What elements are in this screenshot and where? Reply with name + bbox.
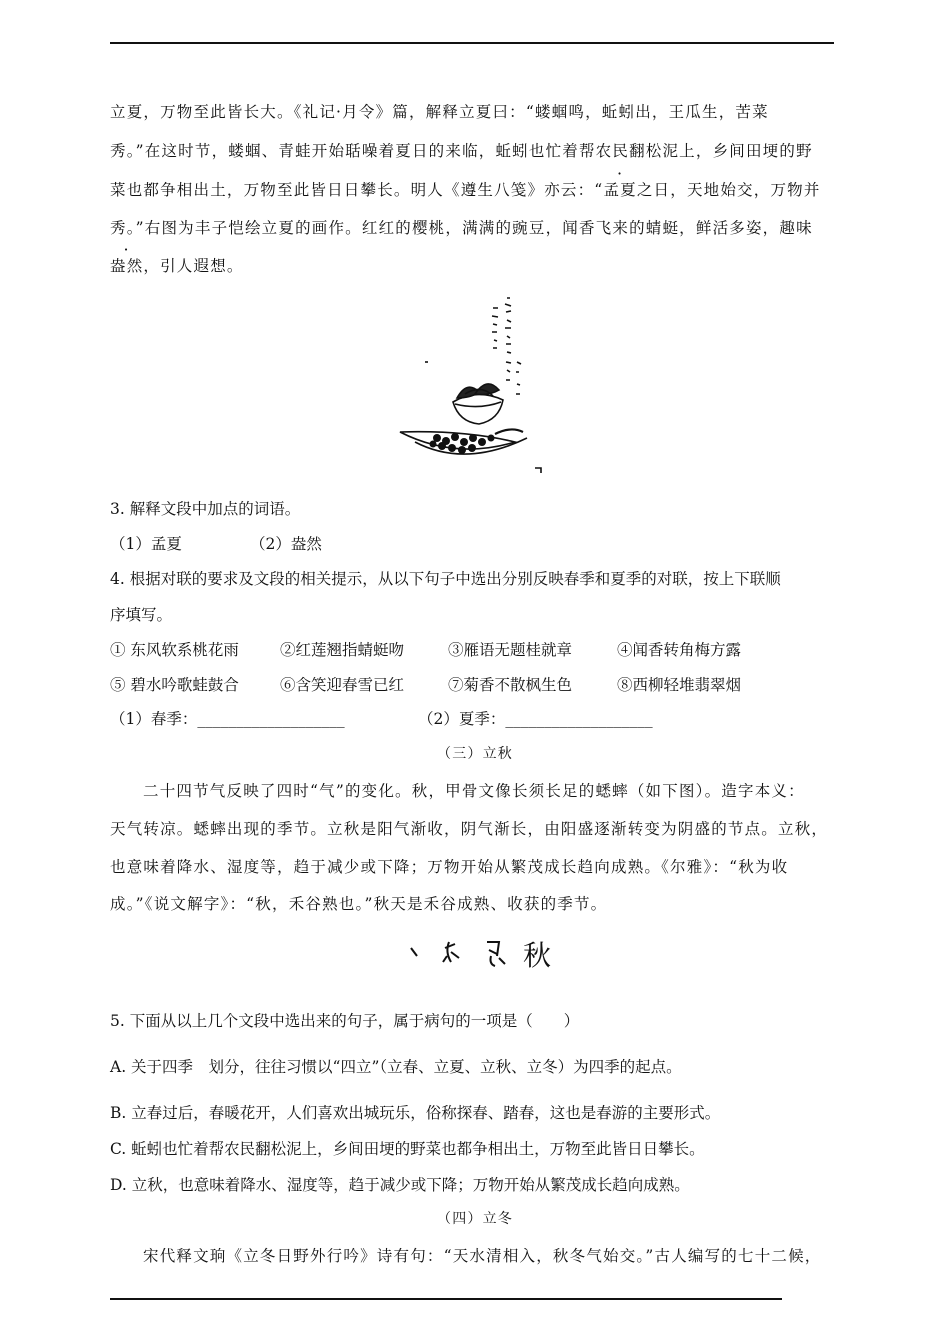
couplet-option-3: ③雁语无题桂就章 <box>448 641 573 659</box>
q3-stem: 3. 解释文段中加点的词语。 <box>110 500 301 518</box>
q5-option-b[interactable]: B. 立春过后，春暖花开，人们喜欢出城玩乐，俗称探春、踏春，这也是春游的主要形式。 <box>110 1104 721 1122</box>
qiu-glyph-evolution <box>405 932 565 972</box>
couplet-option-4: ④闻香转角梅方露 <box>617 641 742 659</box>
footer-rule <box>110 1298 782 1300</box>
lixia-painting <box>395 292 555 482</box>
q3-item-1: （1）孟夏 <box>110 535 182 553</box>
lidong-line-1: 宋代释文珦《立冬日野外行吟》诗有句：“天水清相入，秋冬气始交。”古人编写的七十二候， <box>143 1247 822 1265</box>
passage-line-4: 秀。”右图为丰子恺绘立夏的画作。红红的樱桃，满满的豌豆，闻香飞来的蜻蜓，鲜活多姿，趣味 <box>110 219 813 237</box>
q4-stem-2: 序填写。 <box>110 606 173 624</box>
couplet-option-2: ②红莲翘指蜻蜓吻 <box>280 641 405 659</box>
passage-line-5-end: ，引人遐想。 <box>143 257 244 275</box>
couplet-option-1: ① 东风软系桃花雨 <box>110 641 239 659</box>
liqiu-line-1: 二十四节气反映了四时“气”的变化。秋，甲骨文像长须长足的蟋蟀（如下图）。造字本义： <box>143 782 805 800</box>
passage-line-3 <box>110 178 821 200</box>
dotted-word-angran: 盎然 <box>110 257 144 275</box>
couplet-option-5: ⑤ 碧水吟歌蛙鼓合 <box>110 676 239 694</box>
q5-option-c[interactable]: C. 蚯蚓也忙着帮农民翻松泥上，乡间田埂的野菜也都争相出土，万物至此皆日日攀长。 <box>110 1140 705 1158</box>
q5-option-a[interactable]: A. 关于四季 划分，往往习惯以“四立”（立春、立夏、立秋、立冬）为四季的起点。 <box>110 1058 682 1076</box>
passage-line-3-start: 菜也都争相出土，万物至此皆日日攀长。明人《遵生八笺》亦云：“ <box>110 181 604 199</box>
q3-item-2: （2）盎然 <box>250 535 322 553</box>
liqiu-line-2: 天气转凉。蟋蟀出现的季节。立秋是阳气渐收，阴气渐长，由阳盛逐渐转变为阴盛的节点。立秋， <box>110 820 829 838</box>
passage-line-5 <box>110 254 244 276</box>
passage-line-3-end: 之日，天地始交，万物并 <box>636 181 821 199</box>
liqiu-line-3: 也意味着降水、湿度等，趋于减少或下降；万物开始从繁茂成长趋向成熟。《尔雅》：“秋为收 <box>110 858 789 876</box>
section-title-lidong: （四）立冬 <box>437 1211 513 1227</box>
q4-stem-1: 4. 根据对联的要求及文段的相关提示，从以下句子中选出分别反映春季和夏季的对联，按上下联顺 <box>110 570 781 588</box>
couplet-option-6: ⑥含笑迎春雪已红 <box>280 676 405 694</box>
couplet-option-7: ⑦菊香不散枫生色 <box>448 676 573 694</box>
dotted-word-mengxia: 孟夏 <box>603 181 637 199</box>
q5-stem: 5. 下面从以上几个文段中选出来的句子，属于病句的一项是（ ） <box>110 1012 580 1030</box>
q5-option-d[interactable]: D. 立秋，也意味着降水、湿度等，趋于减少或下降；万物开始从繁茂成长趋向成熟。 <box>110 1176 690 1194</box>
answer-blank-summer[interactable]: （2）夏季：___________________ <box>418 710 653 728</box>
section-title-liqiu: （三）立秋 <box>437 746 513 762</box>
answer-blank-spring[interactable]: （1）春季：___________________ <box>110 710 345 728</box>
qiu-glyph-modern: 秋 <box>523 939 552 972</box>
couplet-option-8: ⑧西柳轻堆翡翠烟 <box>617 676 742 694</box>
liqiu-line-4: 成。”《说文解字》：“秋，禾谷熟也。”秋天是禾谷成熟、收获的季节。 <box>110 895 608 913</box>
header-rule <box>110 42 834 44</box>
passage-line-1: 立夏，万物至此皆长大。《礼记·月令》篇，解释立夏曰：“蝼蝈鸣，蚯蚓出，王瓜生，苦菜 <box>110 103 769 121</box>
passage-line-2: 秀。”在这时节，蝼蝈、青蛙开始聒噪着夏日的来临，蚯蚓也忙着帮农民翻松泥上，乡间田埂的野 <box>110 142 813 160</box>
